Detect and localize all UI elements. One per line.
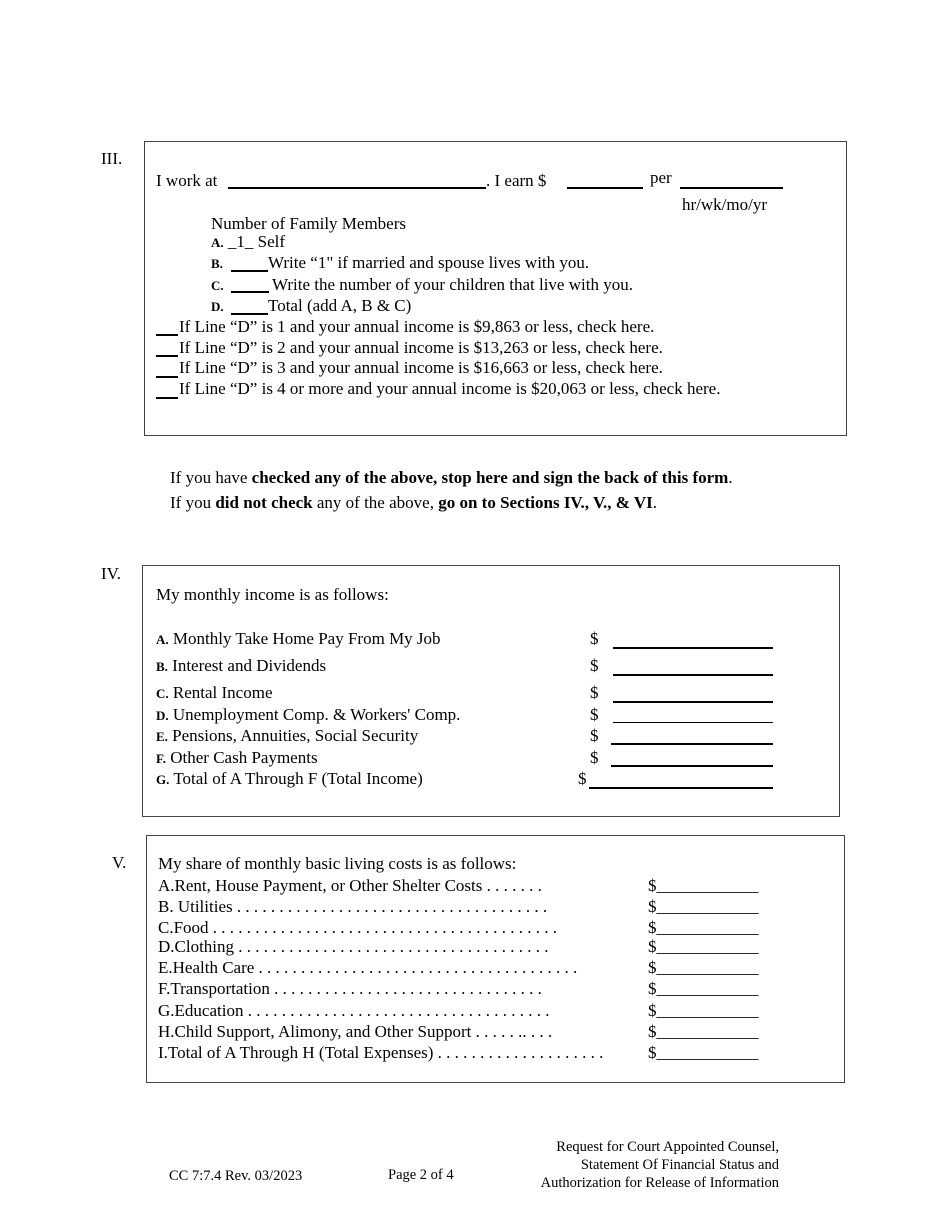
expenses-heading: My share of monthly basic living costs is as follows:	[158, 854, 517, 873]
income-row-d	[156, 705, 460, 725]
income-label: Unemployment Comp. & Workers' Comp.	[172, 705, 461, 724]
item-letter: B.	[211, 256, 223, 271]
section-4-number: IV.	[101, 564, 121, 583]
income-label: Total of A Through F (Total Income)	[173, 769, 423, 788]
item-letter: B.	[156, 659, 168, 674]
instruction-text: .	[652, 493, 658, 512]
pay-period-hint: hr/wk/mo/yr	[682, 195, 767, 214]
income-row-c	[156, 683, 273, 703]
expense-label-i: I.Total of A Through H (Total Expenses) . . . . . . . . . . . . . . . . . . . .	[158, 1043, 604, 1062]
expense-amount-g[interactable]: $____________	[648, 1001, 759, 1020]
item-letter: A.	[211, 235, 224, 250]
unemployment-field[interactable]	[613, 722, 773, 723]
family-item-d	[211, 296, 224, 316]
income-row-a	[156, 629, 441, 649]
expense-label-e: E.Health Care . . . . . . . . . . . . . . . . . . . . . . . . . . . . . . . . . . . . . .	[158, 958, 578, 977]
check-1-field[interactable]	[156, 334, 178, 336]
family-item-b	[211, 253, 223, 273]
income-label: Monthly Take Home Pay From My Job	[172, 629, 441, 648]
item-letter: F.	[156, 751, 166, 766]
form-title-line-1: Request for Court Appointed Counsel,	[556, 1139, 779, 1155]
income-row-e	[156, 726, 418, 746]
expense-amount-a[interactable]: $____________	[648, 876, 759, 895]
item-letter: D.	[211, 299, 224, 314]
item-letter: D.	[156, 708, 169, 723]
income-heading: My monthly income is as follows:	[156, 585, 389, 604]
item-text: Total (add A, B & C)	[268, 296, 412, 315]
instruction-text: If you	[170, 493, 216, 512]
instruction-emphasis: did not check	[215, 493, 313, 512]
family-item-a	[211, 232, 285, 252]
income-label: Interest and Dividends	[172, 656, 327, 675]
earn-label: . I earn $	[486, 171, 547, 190]
per-label: per	[650, 168, 672, 187]
currency-symbol: $	[590, 726, 599, 745]
item-text: Write the number of your children that live with you.	[272, 275, 633, 294]
spouse-count-field[interactable]	[231, 270, 268, 272]
form-title-line-2: Statement Of Financial Status and	[580, 1157, 779, 1173]
instruction-text: any of the above,	[312, 493, 439, 512]
rental-income-field[interactable]	[613, 701, 773, 703]
instruction-line-2	[170, 493, 657, 513]
currency-symbol: $	[590, 629, 599, 648]
income-label: Pensions, Annuities, Social Security	[172, 726, 419, 745]
instruction-text: If you have	[170, 468, 252, 487]
check-1-text: If Line “D” is 1 and your annual income is $9,863 or less, check here.	[179, 317, 655, 336]
family-members-heading: Number of Family Members	[211, 214, 406, 233]
earnings-field[interactable]	[567, 187, 643, 189]
interest-field[interactable]	[613, 674, 773, 676]
expense-amount-c[interactable]: $____________	[648, 918, 759, 937]
expense-amount-d[interactable]: $____________	[648, 937, 759, 956]
expense-label-g: G.Education . . . . . . . . . . . . . . . . . . . . . . . . . . . . . . . . . . . .	[158, 1001, 550, 1020]
income-row-b	[156, 656, 326, 676]
family-total-field[interactable]	[231, 313, 268, 315]
check-3-field[interactable]	[156, 376, 178, 378]
check-2-text: If Line “D” is 2 and your annual income is $13,263 or less, check here.	[179, 338, 663, 357]
work-at-label: I work at	[156, 171, 218, 190]
currency-symbol: $	[590, 748, 599, 767]
pay-period-field[interactable]	[680, 187, 783, 189]
item-letter: C.	[156, 686, 169, 701]
expense-amount-h[interactable]: $____________	[648, 1022, 759, 1041]
form-id: CC 7:7.4 Rev. 03/2023	[169, 1168, 303, 1184]
check-4-text: If Line “D” is 4 or more and your annual income is $20,063 or less, check here.	[179, 379, 721, 398]
form-title-line-3: Authorization for Release of Information	[540, 1175, 779, 1191]
currency-symbol: $	[590, 656, 599, 675]
instruction-line-1	[170, 468, 733, 488]
item-text: _1_ Self	[227, 232, 286, 251]
instruction-emphasis: go on to Sections IV., V., & VI	[438, 493, 653, 512]
expense-label-f: F.Transportation . . . . . . . . . . . . . . . . . . . . . . . . . . . . . . . .	[158, 979, 542, 998]
check-2-field[interactable]	[156, 355, 178, 357]
check-4-field[interactable]	[156, 397, 178, 399]
currency-symbol: $	[590, 683, 599, 702]
expense-label-d: D.Clothing . . . . . . . . . . . . . . . . . . . . . . . . . . . . . . . . . . . . .	[158, 937, 549, 956]
children-count-field[interactable]	[231, 291, 269, 293]
page-number: Page 2 of 4	[388, 1167, 454, 1183]
income-label: Other Cash Payments	[170, 748, 318, 767]
employer-field[interactable]	[228, 187, 486, 189]
item-text: Write “1" if married and spouse lives with you.	[268, 253, 590, 272]
expense-label-b: B. Utilities . . . . . . . . . . . . . . . . . . . . . . . . . . . . . . . . . . . . .	[158, 897, 548, 916]
section-5-number: V.	[112, 853, 127, 872]
item-letter: G.	[156, 772, 170, 787]
expense-label-a: A.Rent, House Payment, or Other Shelter Costs . . . . . . .	[158, 876, 542, 895]
expense-label-c: C.Food . . . . . . . . . . . . . . . . . . . . . . . . . . . . . . . . . . . . . . . . .	[158, 918, 558, 937]
currency-symbol: $	[578, 769, 587, 788]
item-letter: A.	[156, 632, 169, 647]
instruction-text: .	[728, 468, 733, 487]
check-3-text: If Line “D” is 3 and your annual income is $16,663 or less, check here.	[179, 358, 663, 377]
income-row-g	[156, 769, 423, 789]
expense-amount-e[interactable]: $____________	[648, 958, 759, 977]
income-label: Rental Income	[172, 683, 273, 702]
pensions-field[interactable]	[611, 743, 773, 745]
total-income-field[interactable]	[589, 787, 773, 789]
family-item-c	[211, 275, 224, 295]
expense-label-h: H.Child Support, Alimony, and Other Support . . . . . .. . . .	[158, 1022, 553, 1041]
take-home-pay-field[interactable]	[613, 647, 773, 649]
item-letter: E.	[156, 729, 168, 744]
expense-amount-i[interactable]: $____________	[648, 1043, 759, 1062]
item-letter: C.	[211, 278, 224, 293]
section-3-number: III.	[101, 149, 123, 168]
currency-symbol: $	[590, 705, 599, 724]
expense-amount-b[interactable]: $____________	[648, 897, 759, 916]
expense-amount-f[interactable]: $____________	[648, 979, 759, 998]
other-cash-field[interactable]	[611, 765, 773, 767]
instruction-emphasis: checked any of the above, stop here and sign the back of this form	[251, 468, 729, 487]
income-row-f	[156, 748, 318, 768]
